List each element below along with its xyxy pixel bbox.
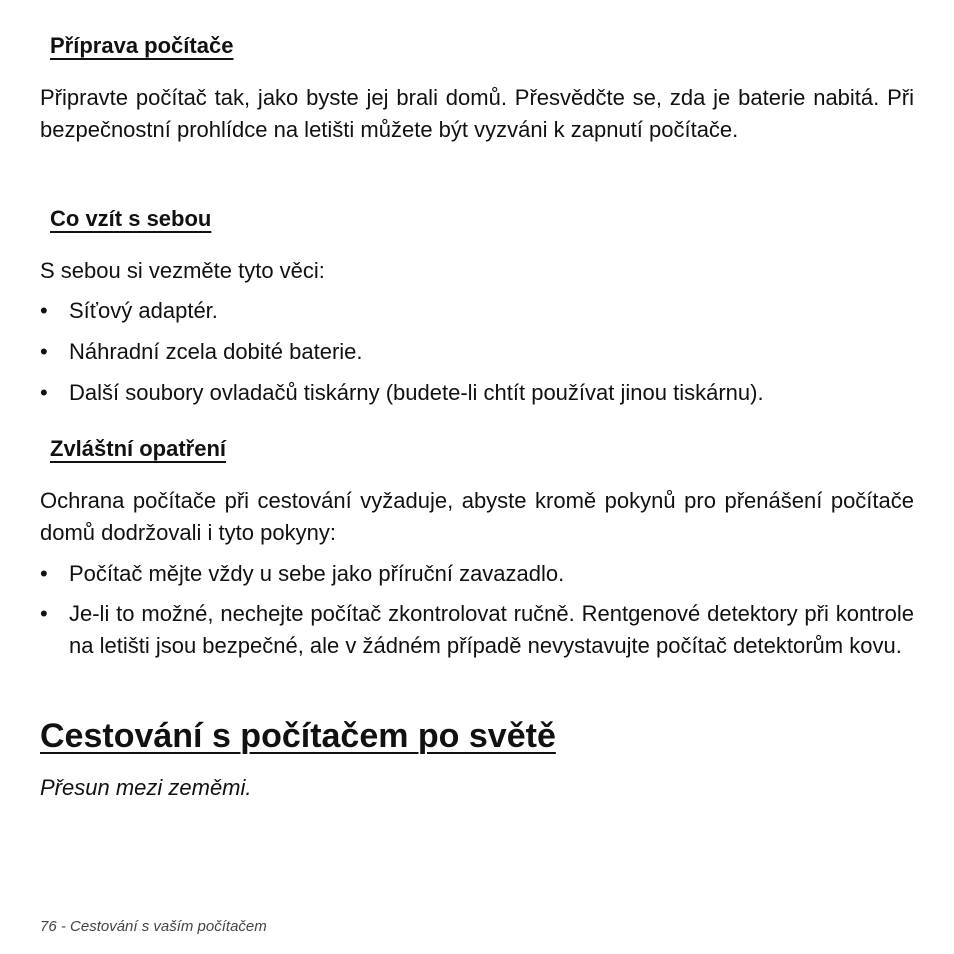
list-item-text: Náhradní zcela dobité baterie. <box>69 339 363 364</box>
subtitle-presun-mezi-zememi: Přesun mezi zeměmi. <box>40 775 252 800</box>
list-item <box>40 558 914 590</box>
list-item-text: Další soubory ovladačů tiskárny (budete-li chtít používat jinou tiskárnu). <box>69 380 764 405</box>
heading-cestovani-po-svete: Cestování s počítačem po světě <box>40 717 556 755</box>
list-item-text: Je-li to možné, nechejte počítač zkontrolovat ručně. Rentgenové detektory při kontrole na letišti jsou bezpečné, ale v žádném případě nevystavujte počítač detektorům kovu. <box>69 601 914 658</box>
list-item <box>40 598 914 662</box>
heading-co-vzit-s-sebou: Co vzít s sebou <box>50 206 212 231</box>
list-item <box>40 377 914 409</box>
paragraph-zvlastni: Ochrana počítače při cestování vyžaduje, abyste kromě pokynů pro přenášení počítače domů dodržovali i tyto pokyny: <box>40 488 914 545</box>
paragraph-co-vzit-intro: S sebou si vezměte tyto věci: <box>40 258 325 283</box>
bullet-icon: • <box>40 298 48 323</box>
list-item-text: Síťový adaptér. <box>69 298 218 323</box>
list-item <box>40 336 914 368</box>
list-item-text: Počítač mějte vždy u sebe jako příruční zavazadlo. <box>69 561 565 586</box>
bullet-icon: • <box>40 339 48 364</box>
paragraph-priprava: Připravte počítač tak, jako byste jej brali domů. Přesvědčte se, zda je baterie nabitá. Při bezpečnostní prohlídce na letišti můžete být vyzváni k zapnutí počítače. <box>40 85 914 142</box>
list-item <box>40 295 914 327</box>
bullet-icon: • <box>40 561 48 586</box>
heading-priprava-pocitace: Příprava počítače <box>50 33 234 58</box>
bullet-icon: • <box>40 380 48 405</box>
page-footer: 76 - Cestování s vaším počítačem <box>40 918 267 935</box>
heading-zvlastni-opatreni: Zvláštní opatření <box>50 436 227 461</box>
bullet-icon: • <box>40 601 48 626</box>
